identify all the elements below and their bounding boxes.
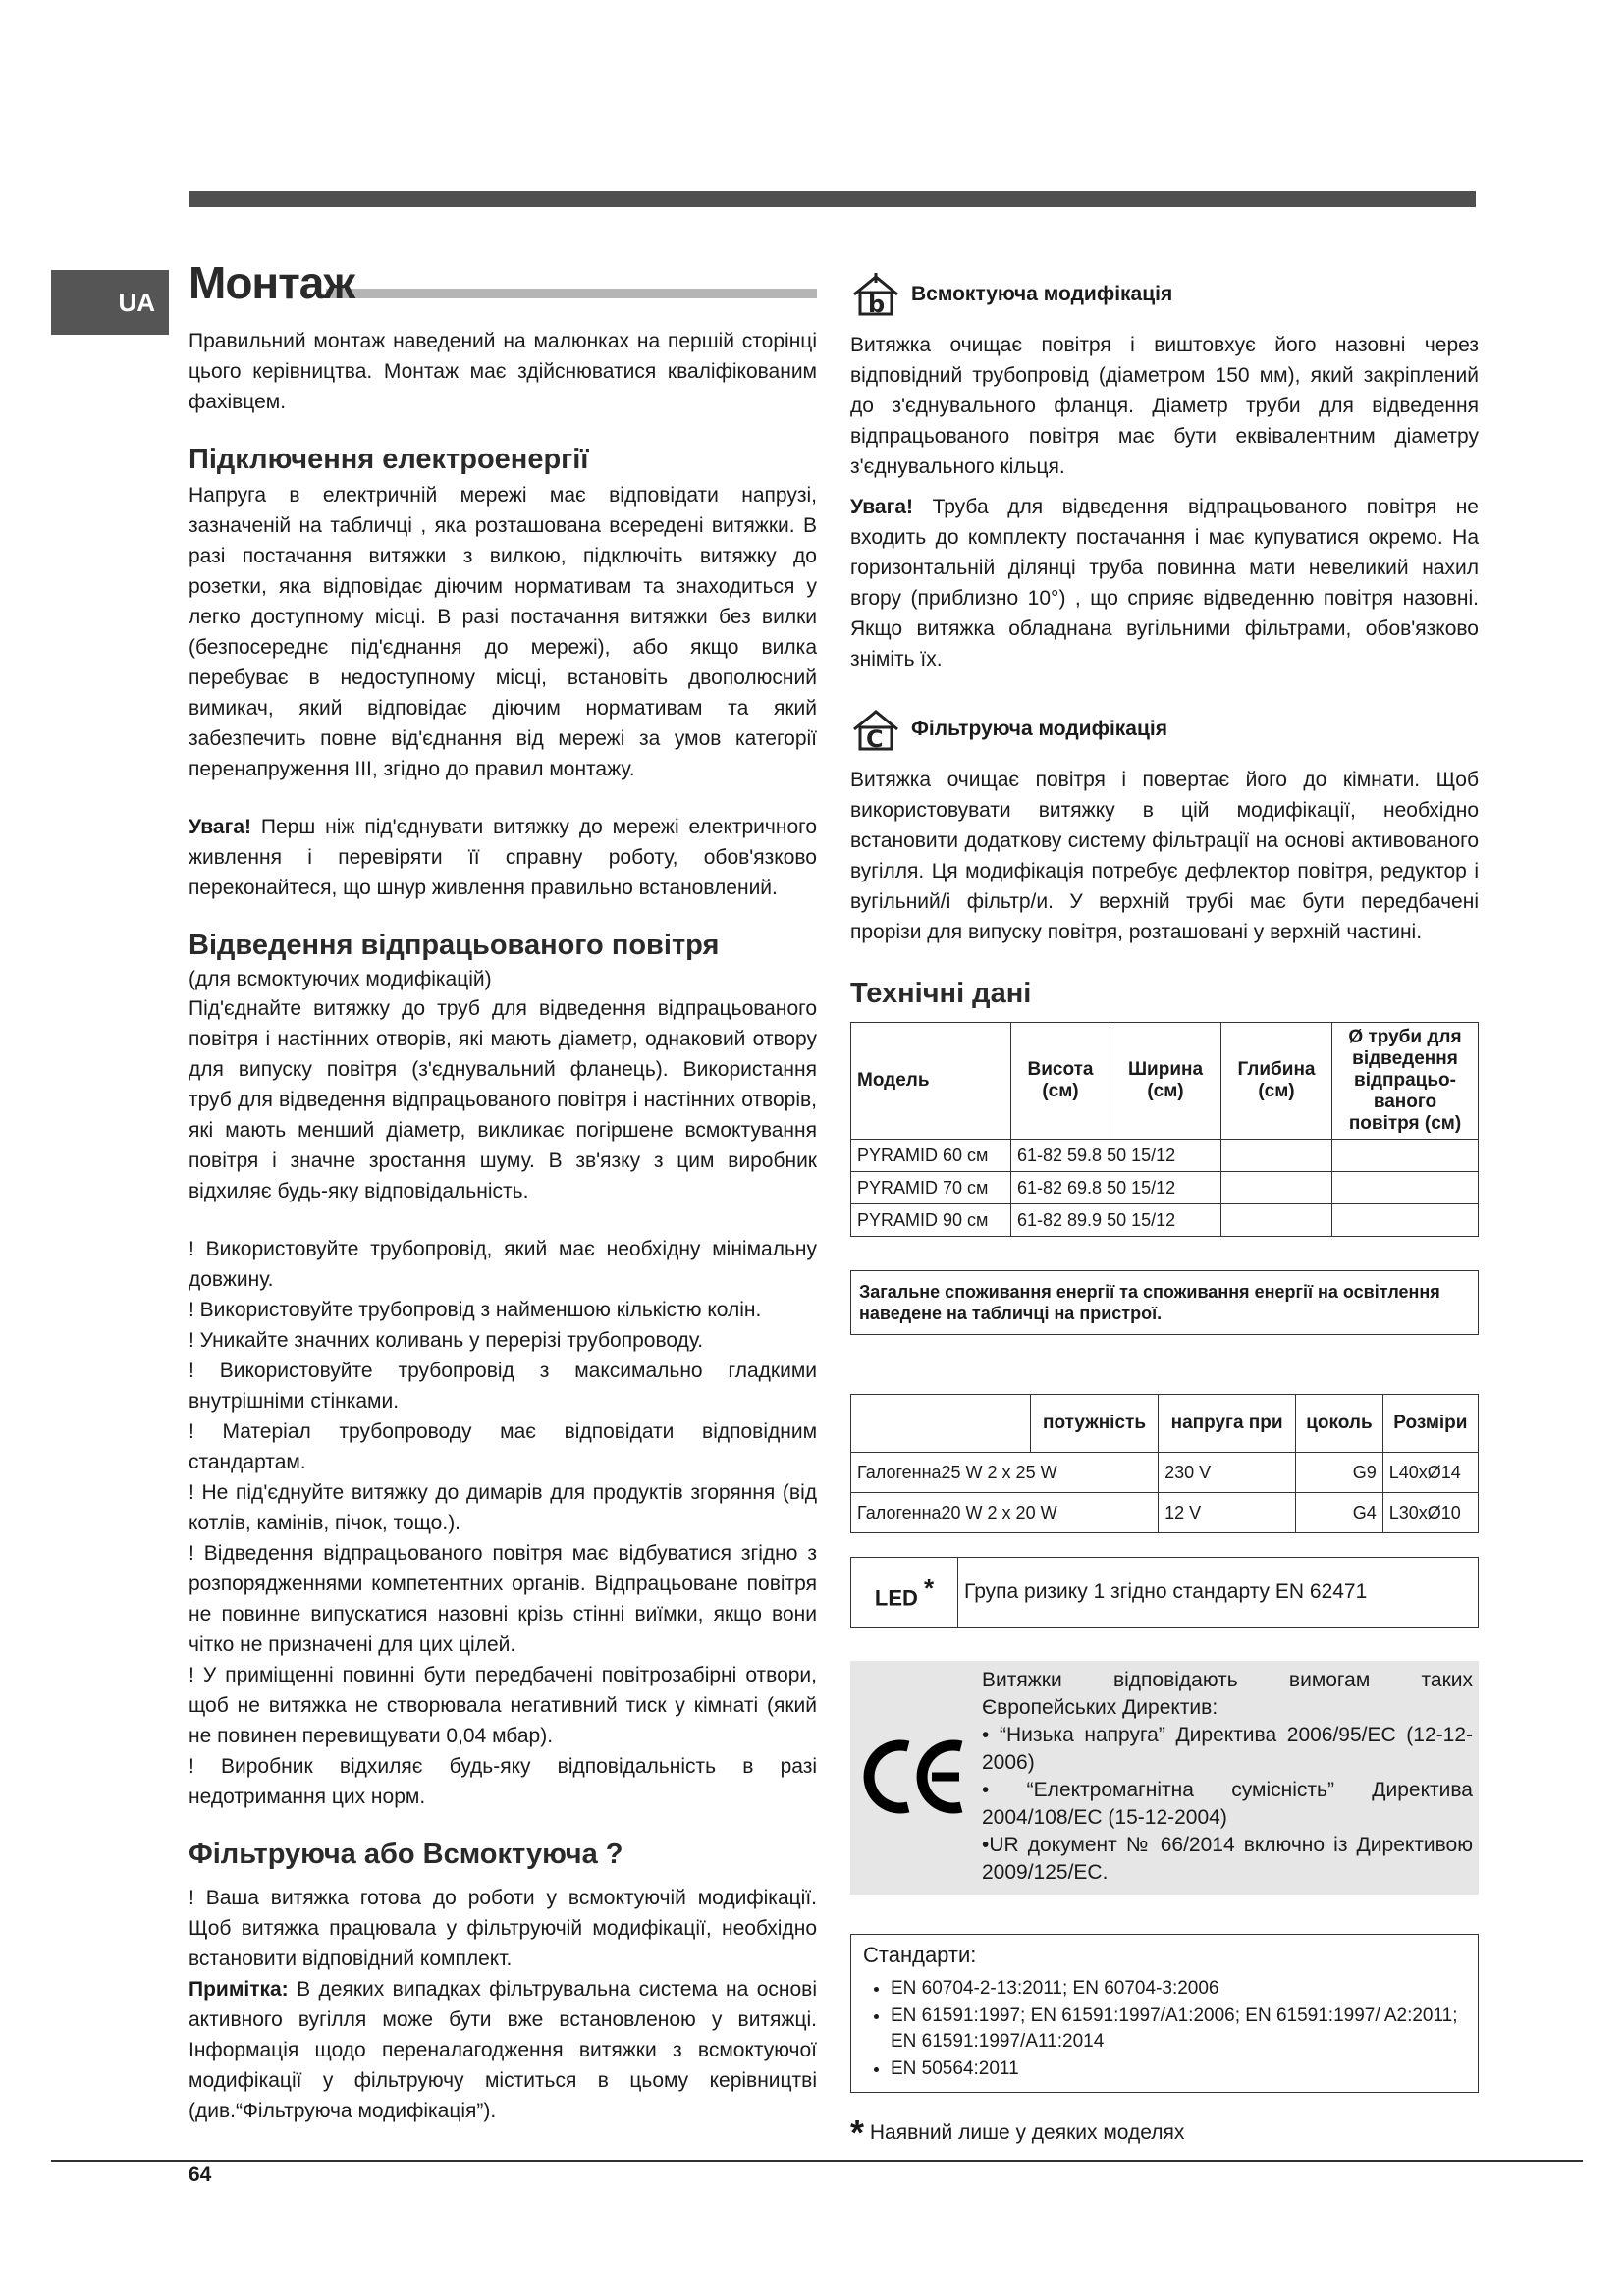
note-text: В деяких випадках фільтрувальна система на основі активного вугілля може бути вже встановленою у витяжці. Інформація щодо переналагодження витяжки з всмоктуючої модифікації у фільтруючу міститься в цьому керівництві (див.“Фільтруюча модифікація”).: [189, 1978, 817, 2122]
tech-cell: [1332, 1140, 1479, 1172]
tech-cell: 61-82 69.8 50 15/12: [1011, 1172, 1221, 1204]
tech-cell: 61-82 89.9 50 15/12: [1011, 1204, 1221, 1237]
left-column: [189, 257, 817, 2136]
lamp-cell: 230 V: [1159, 1453, 1296, 1493]
ce-text: [982, 1667, 1473, 1887]
warning-label: Увага!: [189, 816, 251, 838]
suction-section-head: [850, 273, 1479, 316]
suction-warning-text: Труба для відведення відпрацьованого повітря не входить до комплекту постачання і має купуватися окремо. На горизонтальній ділянці труба повинна мати невеликий нахил вгору (приблизно 10°) , що сприяє відведенню повітря назовні. Якщо витяжка обладнана вугільними фільтрами, обов'язково зніміть їх.: [850, 496, 1479, 670]
tech-header-cell: Ø труби для відведення відпрацьо-ваного повітря (см): [1332, 1023, 1479, 1140]
right-column: [850, 273, 1479, 2154]
standards-title: Стандарти:: [863, 1943, 977, 1967]
bang-item: ! Уникайте значних коливань у перерізі трубопроводу.: [189, 1329, 704, 1352]
table-row: [851, 1453, 1479, 1493]
tech-cell: [1221, 1204, 1332, 1237]
table-row: [851, 1558, 1479, 1628]
lamp-header-cell: напруга при: [1159, 1395, 1296, 1453]
ce-line: • “Низька напруга” Директива 2006/95/EC (12-12-2006): [982, 1724, 1473, 1774]
tech-cell: [1332, 1204, 1479, 1237]
svg-text:b: b: [868, 291, 886, 316]
list-item: • EN 60704-2-13:2011; EN 60704-3:2006: [891, 1976, 1466, 2002]
bottom-rule: [51, 2160, 1583, 2162]
tech-cell: [1221, 1172, 1332, 1204]
lamp-cell: G9: [1296, 1453, 1383, 1493]
filter-house-icon: [850, 708, 901, 751]
tech-cell: PYRAMID 90 см: [851, 1204, 1011, 1237]
suction-warning: [850, 492, 1479, 674]
bang-item: ! Виробник відхиляє будь-яку відповідальність в разі недотримання цих норм.: [189, 1755, 817, 1808]
ce-box: [850, 1661, 1479, 1895]
footnote-star: *: [850, 2112, 865, 2153]
lamp-cell: Галогенна25 W 2 x 25 W: [851, 1453, 1159, 1493]
filter-heading: Фільтруюча модифікація: [911, 718, 1167, 740]
table-row: [851, 1204, 1479, 1237]
bang-item: ! Використовуйте трубопровід з максимально гладкими внутрішніми стінками.: [189, 1360, 817, 1413]
lamp-cell: Галогенна20 W 2 x 20 W: [851, 1493, 1159, 1533]
filter-paragraph: Витяжка очищає повітря і повертає його до кімнати. Щоб використовувати витяжку в цій модифікації, необхідно встановити додаткову систему фільтрації на основі активованого вугілля. Ця модифікація потребує дефлектор повітря, редуктор і вугільний/і фільтр/и. У верхній трубі має бути передбачені прорізи для випуску повітря, розташовані у верхній частині.: [850, 769, 1479, 943]
table-row: [851, 1493, 1479, 1533]
ce-mark-icon: [856, 1667, 974, 1887]
bang-item: ! Використовуйте трубопровід з найменшою кількістю колін.: [189, 1299, 762, 1321]
exhaust-subtitle: (для всмоктуючих модифікацій): [189, 968, 492, 990]
note-paragraph: [189, 1974, 817, 2126]
lamp-header-cell: цоколь: [1296, 1395, 1383, 1453]
page-number: 64: [189, 2163, 212, 2186]
lamp-cell: 12 V: [1159, 1493, 1296, 1533]
standards-list: [863, 1976, 1466, 2082]
lamp-cell: L40xØ14: [1382, 1453, 1478, 1493]
tech-heading: Технічні дані: [850, 978, 1032, 1009]
ce-line: • “Електромагнітна сумісність” Директива 2004/108/EC (15-12-2004): [982, 1779, 1473, 1829]
filter-section-head: [850, 708, 1479, 751]
lamp-header-cell: Розміри: [1382, 1395, 1478, 1453]
tech-cell: [1332, 1172, 1479, 1204]
suction-house-icon: [850, 273, 901, 316]
led-label-cell: [851, 1558, 958, 1628]
title-rule: [326, 289, 817, 298]
choice-heading: Фільтруюча або Всмоктуюча ?: [189, 1839, 623, 1870]
footnote-text: Наявний лише у деяких моделях: [869, 2121, 1185, 2144]
tech-header-cell: Модель: [851, 1023, 1011, 1140]
tech-cell: PYRAMID 60 см: [851, 1140, 1011, 1172]
table-row: [851, 1172, 1479, 1204]
suction-paragraph: Витяжка очищає повітря і виштовхує його назовні через відповідний трубопровід (діаметром 150 мм), який закріплений до з'єднувального фланця. Діаметр труби для відведення відпрацьованого повітря має бути еквівалентним діаметру з'єднувального кільця.: [850, 334, 1479, 478]
suction-heading: Всмоктуюча модифікація: [911, 283, 1173, 305]
lamp-cell: G4: [1296, 1493, 1383, 1533]
lamp-header-row: [851, 1395, 1479, 1453]
tech-header-row: [851, 1023, 1479, 1140]
warning-paragraph: [189, 812, 817, 903]
top-rule: [189, 191, 1476, 207]
lamp-header-cell: [851, 1395, 1031, 1453]
list-item: • EN 50564:2011: [891, 2056, 1466, 2082]
tech-table: [850, 1022, 1479, 1237]
choice-paragraph: ! Ваша витяжка готова до роботи у всмоктуючій модифікації. Щоб витяжка працювала у фільтруючій модифікації, необхідно встановити відповідний комплект.: [189, 1887, 817, 1970]
tech-header-cell: Глибина (см): [1221, 1023, 1332, 1140]
energy-note-box: Загальне споживання енергії та споживання енергії на освітлення наведене на табличці на пристрої.: [850, 1270, 1479, 1335]
exhaust-heading: Відведення відпрацьованого повітря: [189, 930, 720, 961]
ce-line: •UR документ № 66/2014 включно із Директивою 2009/125/EC.: [982, 1834, 1473, 1884]
tech-cell: 61-82 59.8 50 15/12: [1011, 1140, 1221, 1172]
lamp-table: [850, 1394, 1479, 1533]
lamp-cell: L30xØ10: [1382, 1493, 1478, 1533]
intro-paragraph: Правильний монтаж наведений на малюнках на першій сторінці цього керівництва. Монтаж має здійснюватися кваліфікованим фахівцем.: [189, 330, 817, 413]
ce-line: Витяжки відповідають вимогам таких Європейських Директив:: [982, 1669, 1473, 1719]
electro-heading: Підключення електроенергії: [189, 444, 589, 475]
led-star: *: [924, 1573, 935, 1603]
bang-item: ! Матеріал трубопроводу має відповідати відповідним стандартам.: [189, 1420, 817, 1473]
footnote: [850, 2112, 1479, 2154]
lamp-header-cell: потужність: [1031, 1395, 1159, 1453]
bang-item: ! У приміщенні повинні бути передбачені повітрозабірні отвори, щоб не витяжка не створювала негативний тиск у кімнаті (який не повинен перевищувати 0,04 мбар).: [189, 1664, 817, 1747]
tech-header-cell: Висота (см): [1011, 1023, 1110, 1140]
tech-cell: PYRAMID 70 см: [851, 1172, 1011, 1204]
led-table: [850, 1557, 1479, 1628]
exhaust-paragraph: Під'єднайте витяжку до труб для відведення відпрацьованого повітря і настінних отворів, які мають діаметр, однаковий отвору для випуску повітря (з'єднувальний фланець). Використання труб для відведення відпрацьованого повітря і настінних отворів, які мають менший діаметр, викликає погіршене всмоктування повітря і значне зростання шуму. В зв'язку з цим виробник відхиляє будь-яку відповідальність.: [189, 997, 817, 1202]
table-row: [851, 1140, 1479, 1172]
warning-text: Перш ніж під'єднувати витяжку до мережі електричного живлення і перевіряти її справну роботу, обов'язково переконайтеся, що шнур живлення правильно встановлений.: [189, 816, 817, 899]
bang-item: ! Не під'єднуйте витяжку до димарів для продуктів згоряння (від котлів, камінів, пічок, тощо.).: [189, 1481, 817, 1534]
bang-item: ! Відведення відпрацьованого повітря має відбуватися згідно з розпорядженнями компетентних органів. Відпрацьоване повітря не повинне випускатися назовні крізь стінні виїмки, якщо вони чітко не призначені для цих цілей.: [189, 1542, 817, 1656]
tech-cell: [1221, 1140, 1332, 1172]
language-tab: UA: [51, 270, 169, 335]
standards-box: [850, 1934, 1479, 2093]
led-label: LED: [874, 1585, 918, 1611]
electro-paragraph: Напруга в електричній мережі має відповідати напрузі, зазначеній на табличці , яка розташована всередені витяжки. В разі постачання витяжки з вилкою, підключіть витяжку до розетки, яка відповідає діючим нормативам та знаходиться у легко доступному місці. В разі постачання витяжки без вилки (безпосереднє під'єднання до мережі), або якщо вилка перебуває в недоступному місці, встановіть двополюсний вимикач, який відповідає діючим нормативам та який забезпечить повне від'єднання від мережі за умов категорії перенапруження III, згідно до правил монтажу.: [189, 484, 817, 780]
suction-warning-label: Увага!: [850, 496, 913, 518]
page-title: Монтаж: [189, 257, 354, 308]
bang-item: ! Використовуйте трубопровід, який має необхідну мінімальну довжину.: [189, 1238, 817, 1291]
tech-header-cell: Ширина (см): [1110, 1023, 1221, 1140]
svg-text:C: C: [866, 725, 884, 751]
led-text-cell: Група ризику 1 згідно стандарту EN 62471: [958, 1558, 1479, 1628]
list-item: • EN 61591:1997; EN 61591:1997/A1:2006; EN 61591:1997/ A2:2011; EN 61591:1997/A11:2014: [891, 2003, 1466, 2055]
note-label: Примітка:: [189, 1978, 289, 2001]
